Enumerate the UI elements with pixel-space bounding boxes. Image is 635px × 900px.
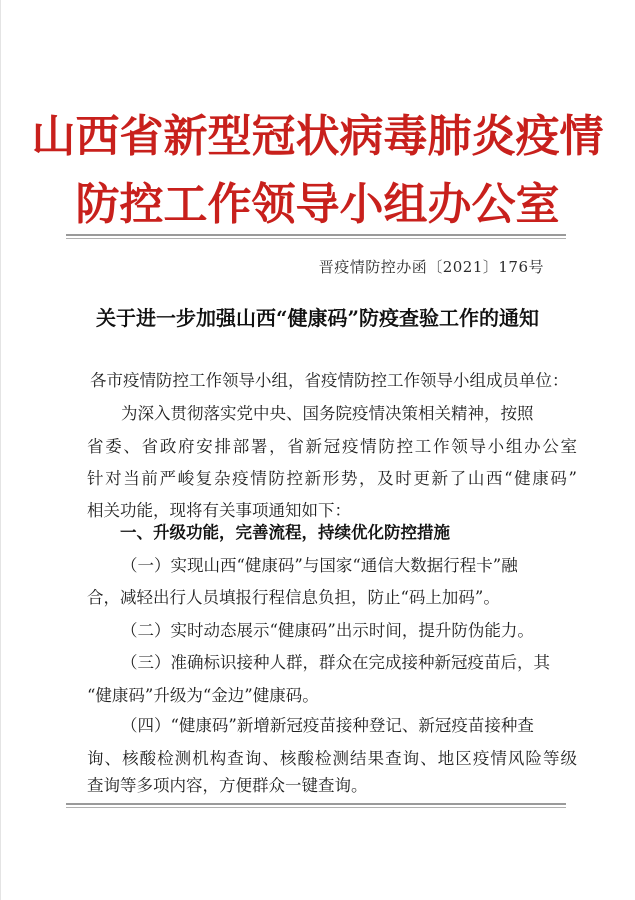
item-1-line-2: 合，减轻出行人员填报行程信息负担，防止“码上加码”。 — [87, 588, 500, 607]
intro-line-1: 为深入贯彻落实党中央、国务院疫情决策相关精神，按照 — [121, 404, 534, 423]
intro-line-2: 省委、省政府安排部署，省新冠疫情防控工作领导小组办公室 — [87, 437, 577, 456]
item-4-line-2: 询、核酸检测机构查询、核酸检测结果查询、地区疫情风险等级 — [87, 749, 577, 768]
item-3-line-1: （三）准确标识接种人群，群众在完成接种新冠疫苗后，其 — [121, 653, 550, 672]
item-2-line-1: （二）实时动态展示“健康码”出示时间，提升防伪能力。 — [121, 621, 534, 640]
document-number: 晋疫情防控办函〔2021〕176号 — [318, 258, 544, 276]
salutation: 各市疫情防控工作领导小组，省疫情防控工作领导小组成员单位： — [90, 371, 569, 390]
section-1-heading: 一、升级功能，完善流程，持续优化防控措施 — [120, 523, 450, 542]
org-header-line1: 山西省新型冠状病毒肺炎疫情 — [31, 111, 604, 162]
org-header-line2: 防控工作领导小组办公室 — [75, 179, 560, 230]
intro-line-4: 相关功能，现将有关事项通知如下： — [87, 501, 351, 520]
item-1-line-1: （一）实现山西“健康码”与国家“通信大数据行程卡”融 — [121, 556, 518, 575]
item-3-line-2: “健康码”升级为“金边”健康码。 — [87, 686, 319, 705]
header-divider — [66, 234, 566, 239]
item-4-line-1: （四）“健康码”新增新冠疫苗接种登记、新冠疫苗接种查 — [121, 716, 534, 735]
item-4-line-3: 查询等多项内容，方便群众一键查询。 — [87, 776, 368, 795]
intro-line-3: 针对当前严峻复杂疫情防控新形势，及时更新了山西“健康码” — [87, 469, 577, 488]
footer-divider — [66, 803, 566, 808]
document-title: 关于进一步加强山西“健康码”防疫查验工作的通知 — [95, 306, 539, 330]
